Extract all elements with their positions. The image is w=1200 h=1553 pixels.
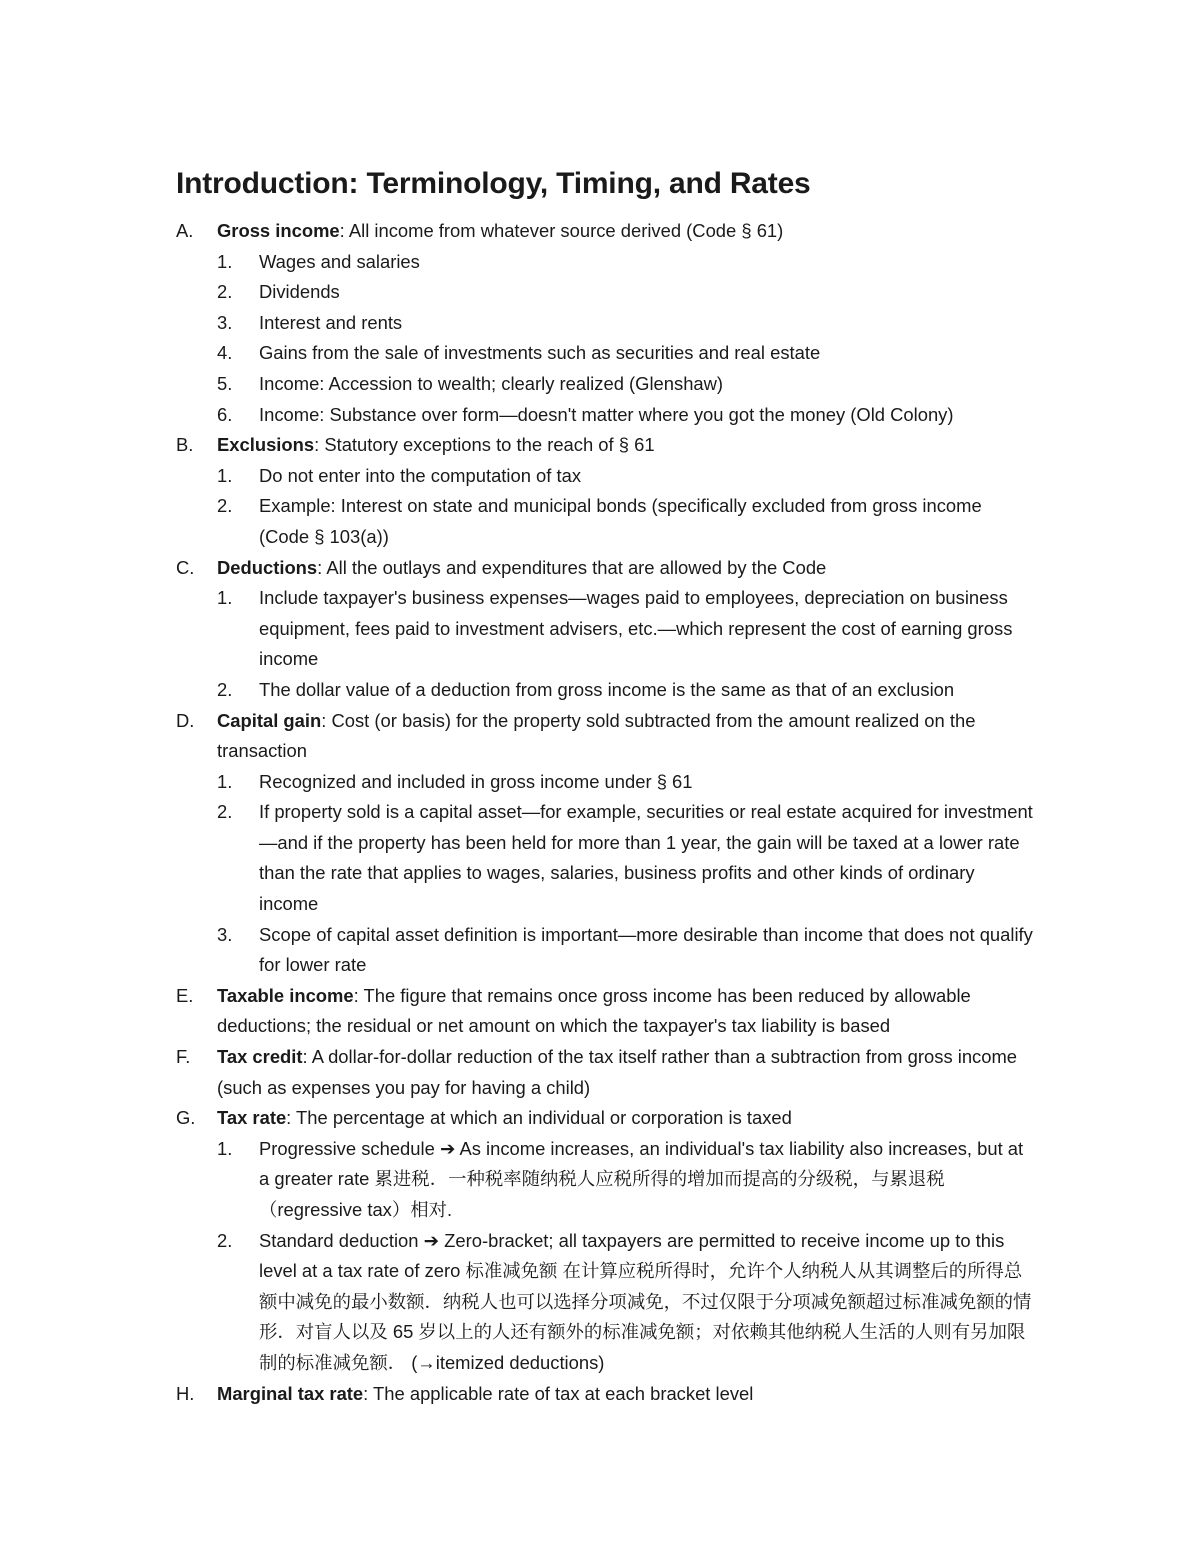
list-item [217,1134,1036,1226]
section-marker: D. [176,709,195,731]
term: Marginal tax rate [217,1382,364,1404]
outline-section [176,430,1036,552]
section-heading [176,1103,1036,1134]
item-body: Zero-bracket; all taxpayers are permitted to receive income up to this level at a tax rate of zero 标准减免额 在计算应税所得时，允许个人纳税人从其调整后的所得总额中减免的最小数额．纳税人也可以选择分项减免，不过仅限于分项减免额超过标准减免额的情形．对盲人以及 65 岁以上的人还有额外的标准减免额；对依赖其他纳税人生活的人则有另加限制的标准减免额． (→itemized deductions) [259,1229,1032,1373]
item-text [259,247,1036,278]
list-item [217,767,1036,798]
item-body: Example: Interest on state and municipal bonds (specifically excluded from gross income (Code § 103(a)) [259,495,982,547]
list-item [217,797,1036,919]
item-body: Do not enter into the computation of tax [259,464,582,486]
section-text [217,981,1036,1042]
item-body: The dollar value of a deduction from gross income is the same as that of an exclusion [259,678,955,700]
section-heading [176,706,1036,767]
term: Tax credit [217,1046,303,1068]
item-body: Recognized and included in gross income under § 61 [259,770,693,792]
item-lead: Standard deduction [259,1229,424,1251]
item-body: Interest and rents [259,311,403,333]
right-arrow-icon: ➔ [439,1137,456,1159]
item-text [259,491,1036,552]
item-body: Dividends [259,281,340,303]
section-marker: A. [176,220,194,241]
section-text [217,430,1036,461]
definition: : The percentage at which an individual or corporation is taxed [286,1107,792,1129]
item-text [259,369,1036,400]
list-item [217,338,1036,369]
item-body: Scope of capital asset definition is important—more desirable than income that does not qualify for lower rate [259,923,1033,976]
definition: : All income from whatever source derived (Code § 61) [339,220,784,241]
outline-section [176,1379,1036,1410]
item-number: 5. [217,372,233,394]
outline-section [176,1103,1036,1378]
item-text [259,461,1036,492]
sub-list [176,247,1036,431]
item-number: 1. [217,464,233,486]
definition: : Statutory exceptions to the reach of § 61 [314,434,655,456]
item-text [259,675,1036,706]
section-text [217,1379,1036,1410]
term: Taxable income [217,984,354,1006]
item-number: 6. [217,403,233,425]
outline-section [176,216,1036,430]
item-lead: Progressive schedule [259,1137,440,1159]
item-body: As income increases, an individual's tax liability also increases, but at a greater rate 累进税．一种税率随纳税人应税所得的增加而提高的分级税，与累退税（regressive tax）相对. [259,1137,1024,1220]
item-text [259,338,1036,369]
section-marker: B. [176,434,194,456]
term: Deductions [217,556,318,578]
item-number: 2. [217,281,233,303]
section-marker: H. [176,1382,195,1404]
item-number: 4. [217,342,233,364]
section-marker: G. [176,1107,196,1129]
outline-section [176,1042,1036,1103]
section-marker: C. [176,556,195,578]
item-text [259,797,1036,919]
list-item [217,308,1036,339]
item-body: Include taxpayer's business expenses—wages paid to employees, depreciation on business equipment, fees paid to investment advisers, etc.—which represent the cost of earning gross income [259,587,1013,670]
item-number: 1. [217,770,233,792]
section-text [217,706,1036,767]
term: Gross income [217,220,340,241]
item-text [259,308,1036,339]
item-number: 1. [217,587,233,609]
item-text [259,1134,1036,1226]
list-item [217,491,1036,552]
definition: : The figure that remains once gross income has been reduced by allowable deductions; the residual or net amount on which the taxpayer's tax liability is based [217,984,971,1037]
item-number: 1. [217,250,233,272]
document-page [176,164,1036,1409]
section-text [217,1103,1036,1134]
term: Exclusions [217,434,315,456]
item-body: Wages and salaries [259,250,420,272]
list-item [217,400,1036,431]
item-number: 2. [217,678,233,700]
section-marker: E. [176,984,194,1006]
section-heading [176,1379,1036,1410]
item-text [259,767,1036,798]
definition: : The applicable rate of tax at each bracket level [363,1382,754,1404]
section-heading [176,553,1036,584]
definition: : A dollar-for-dollar reduction of the tax itself rather than a subtraction from gross income (such as expenses you pay for having a child) [217,1046,1018,1098]
term: Tax rate [217,1107,287,1129]
definition: : All the outlays and expenditures that are allowed by the Code [317,556,827,578]
section-heading [176,981,1036,1042]
item-number: 1. [217,1137,233,1159]
item-text [259,920,1036,981]
section-text [217,216,1036,247]
item-body: Income: Accession to wealth; clearly realized (Glenshaw) [259,372,724,394]
outline-section [176,553,1036,706]
sub-list [176,1134,1036,1379]
list-item [217,461,1036,492]
section-heading [176,430,1036,461]
item-number: 3. [217,311,233,333]
item-body: Income: Substance over form—doesn't matter where you got the money (Old Colony) [259,403,954,425]
outline-section [176,706,1036,981]
item-number: 3. [217,923,233,945]
section-heading [176,1042,1036,1103]
list-item [217,277,1036,308]
item-body: Gains from the sale of investments such as securities and real estate [259,342,821,364]
list-item [217,247,1036,278]
right-arrow-icon: ➔ [423,1229,440,1251]
list-item [217,369,1036,400]
outline-section [176,981,1036,1042]
sub-list [176,767,1036,981]
list-item [217,1226,1036,1379]
item-number: 2. [217,801,233,823]
section-text [217,1042,1036,1103]
term: Capital gain [217,709,322,731]
item-text [259,1226,1036,1379]
list-item [217,920,1036,981]
item-number: 2. [217,495,233,517]
section-heading [176,216,1036,247]
sub-list [176,461,1036,553]
item-text [259,277,1036,308]
outline [176,216,1036,1409]
item-number: 2. [217,1229,233,1251]
definition: : Cost (or basis) for the property sold subtracted from the amount realized on the transaction [217,709,976,762]
list-item [217,675,1036,706]
section-text [217,553,1036,584]
page-title: Introduction: Terminology, Timing, and Rates [176,167,811,200]
item-text [259,583,1036,675]
sub-list [176,583,1036,705]
section-marker: F. [176,1046,191,1068]
list-item [217,583,1036,675]
item-body: If property sold is a capital asset—for example, securities or real estate acquired for investment—and if the property has been held for more than 1 year, the gain will be taxed at a lower rate than the rate that applies to wages, salaries, business profits and other kinds of ordinary income [259,801,1033,915]
item-text [259,400,1036,431]
